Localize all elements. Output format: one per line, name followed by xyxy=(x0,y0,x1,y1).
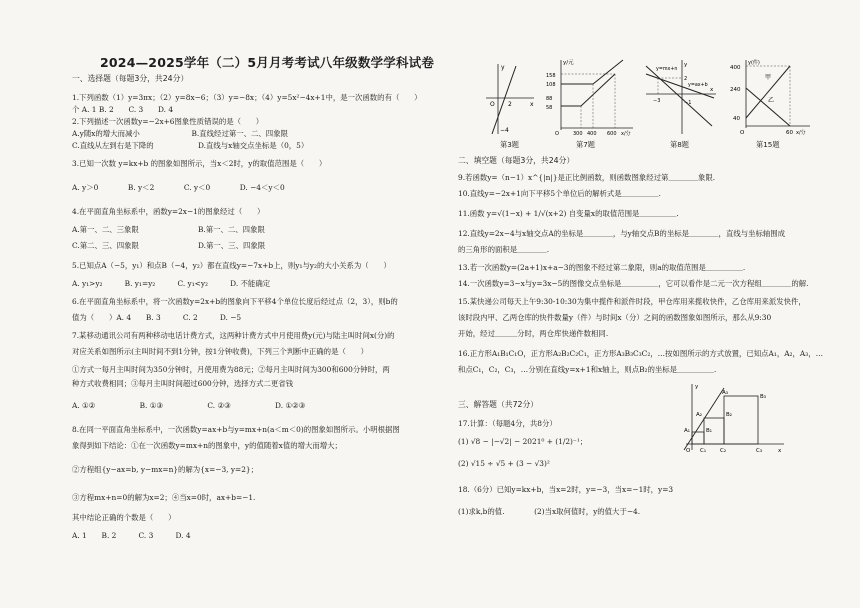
question-line: 6.在平面直角坐标系中，将一次函数y=2x+b的图象向下平移4个单位长度后经过点（2，3），则b的 xyxy=(72,297,398,306)
figure-q15 xyxy=(728,56,812,138)
question-line: 13.若一次函数y=(2a+1)x+a−3的图象不经过第二象限，则a的取值范围是＿＿＿＿＿. xyxy=(458,263,746,272)
fig-label: y(件) xyxy=(748,60,760,66)
fig-label: 400 xyxy=(730,65,741,71)
question-line: A. ①② B. ①③ C. ②③ D. ①②③ xyxy=(72,401,306,410)
fig-label: B₁ xyxy=(706,428,712,434)
question-line: (2) √15 ÷ √5 + (3 − √3)² xyxy=(458,459,550,468)
fig-label: B₂ xyxy=(726,412,732,418)
page-title: 2024—2025学年（二）5月月考考试八年级数学学科试卷 xyxy=(100,55,435,70)
figure-caption: 第15题 xyxy=(756,140,780,149)
fig-label: −4 xyxy=(500,127,509,134)
question-line: C.第二、三、四象限 D.第一、三、四象限 xyxy=(72,241,266,250)
fig-label: 甲 xyxy=(765,74,772,81)
fig-label: C₂ xyxy=(720,448,727,454)
fig-label: C₁ xyxy=(700,448,707,454)
question-line: 16.正方形A₁B₁C₁O，正方形A₂B₂C₂C₁，正方形A₃B₃C₃C₂，…按如图所示的方式放置，已知点A₁，A₂，A₃，… xyxy=(458,349,823,358)
question-line: 其中结论正确的个数是（ ） xyxy=(72,513,176,522)
question-line: 11.函数 y=√(1−x) + 1/√(x+2) 自变量x的取值范围是＿＿＿＿＿. xyxy=(458,209,679,218)
question-line: 7.某移动通讯公司有两种移动电话计费方式，这两种计费方式中月使用费y(元)与陆主叫时间x(分)的 xyxy=(72,331,395,340)
question-line: 14.一次函数y=3−x与y=3x−5的图像交点坐标是＿＿＿＿＿，它可以看作是二元一次方程组＿＿＿＿的解. xyxy=(458,279,809,288)
question-line: 10.直线y=−2x+1向下平移5个单位后的解析式是＿＿＿＿＿. xyxy=(458,189,661,198)
fig-label: O xyxy=(490,101,495,108)
fig-label: 58 xyxy=(546,105,553,111)
figure-caption: 第8题 xyxy=(670,140,689,149)
fig-label: 40 xyxy=(733,116,740,122)
section-heading-fill: 二、填空题（每题3分，共24分） xyxy=(458,156,575,165)
fig-label: x/分 xyxy=(796,130,806,136)
fig-label: y/元 xyxy=(563,60,574,66)
question-line: 个 A. 1 B. 2 C. 3 D. 4 xyxy=(72,105,174,114)
fig-label: 60 xyxy=(786,130,793,136)
question-line: ③方程mx+n=0的解为x=2；④当x=0时，ax+b=−1. xyxy=(72,493,256,502)
fig-label: 158 xyxy=(546,73,556,79)
figure-q7 xyxy=(545,56,635,136)
fig-label: x xyxy=(778,448,782,454)
question-line: 和点C₁，C₂，C₃，…分别在直线y=x+1和x轴上，则点B₂的坐标是＿＿＿＿＿. xyxy=(458,365,717,374)
fig-label: x xyxy=(710,87,714,93)
fig-label: B₃ xyxy=(760,394,766,400)
question-line: A. 1 B. 2 C. 3 D. 4 xyxy=(72,531,191,540)
question-line: (1) √8 − |−√2| − 2021⁰ + (1/2)⁻¹； xyxy=(458,437,588,446)
question-line: 2.下列描述一次函数y=−2x+6图象性质错误的是（ ） xyxy=(72,117,264,126)
question-line: 3.已知一次数 y=kx+b 的图象如图所示，当x＜2时，y的取值范围是（ ） xyxy=(72,159,327,168)
fig-label: A₁ xyxy=(684,428,690,434)
fig-label: A₃ xyxy=(722,390,728,396)
fig-label: x xyxy=(530,101,534,108)
question-line: 值为（ ）A. 4 B. 3 C. 2 D. −5 xyxy=(72,313,242,322)
fig-label: 600 xyxy=(607,131,617,136)
fig-label: y=mx+n xyxy=(656,67,678,72)
fig-label: 2 xyxy=(684,76,688,82)
fig-label: C₃ xyxy=(756,448,763,454)
section-heading-choice: 一、选择题（每题3分，共24分） xyxy=(72,74,189,83)
fig-label: y=ax+b xyxy=(688,83,708,88)
fig-label: 400 xyxy=(587,131,597,136)
question-line: 17.计算：（每题4分，共8分） xyxy=(458,419,557,428)
fig-label: 108 xyxy=(546,82,556,88)
fig-label: 240 xyxy=(730,87,741,93)
question-line: 开始，经过＿＿＿分时，两仓库快递件数相同. xyxy=(458,329,609,338)
figure-q3 xyxy=(478,60,538,140)
question-line: 15.某快递公司每天上午9:30-10:30为集中揽件和派件时段，甲仓库用来揽收快件，乙仓库用来派发快件， xyxy=(458,297,806,306)
figure-caption: 第3题 xyxy=(500,140,519,149)
section-heading-answer: 三、解答题（共72分） xyxy=(458,400,539,409)
question-line: 5.已知点A（−5，y₁）和点B（−4，y₂）都在直线y=−7x+b上，则y₁与y₂的大小关系为（ ） xyxy=(72,261,391,270)
question-line: (1)求k,b的值. (2)当x取何值时，y的值大于−4. xyxy=(458,507,641,516)
question-line: 12.直线y=2x−4与x轴交点A的坐标是＿＿＿＿，与y轴交点B的坐标是＿＿＿＿，直线与坐标轴围成 xyxy=(458,229,786,238)
fig-label: 乙 xyxy=(768,97,775,104)
question-line: ①方式一每月主叫时间为350分钟时，月使用费为88元；②每月主叫时间为300和600分钟时，两 xyxy=(72,365,390,374)
question-line: 对应关系如图所示(主叫时间不到1分钟，按1分钟收费)，下列三个判断中正确的是（ ） xyxy=(72,347,369,356)
question-line: A. y＞0 B. y＜2 C. y＜0 D. −4＜y＜0 xyxy=(72,183,285,192)
fig-label: 2 xyxy=(508,101,512,108)
fig-label: x/分 xyxy=(621,131,631,136)
fig-label: y xyxy=(501,64,505,71)
question-line: 4.在平面直角坐标系中，函数y=2x−1的图象经过（ ） xyxy=(72,207,265,216)
question-line: 1.下列函数（1）y=3πx；（2）y=8x−6；（3）y=−8x；（4）y=5x²−4x+1中，是一次函数的有（ ） xyxy=(72,93,422,102)
question-line: 种方式收费相同；③每月主叫时间超过600分钟，选择方式二更省钱 xyxy=(72,379,294,388)
fig-label: 300 xyxy=(573,131,583,136)
question-line: 9.若函数y=（n−1）x^{|n|}是正比例函数，则函数图象经过第＿＿＿＿象限. xyxy=(458,173,716,182)
question-line: A.y随x的增大而减小 B.直线经过第一、二、四象限 xyxy=(72,129,288,138)
fig-label: O xyxy=(740,130,745,136)
question-line: A.第一、二、三象限 B.第一、二、四象限 xyxy=(72,225,265,234)
fig-label: O xyxy=(555,131,559,136)
fig-label: y xyxy=(684,62,688,68)
figure-q8 xyxy=(642,58,718,136)
fig-label: y xyxy=(695,384,699,390)
figure-q16 xyxy=(676,380,786,454)
question-line: C.直线从左到右是下降的 D.直线与x轴交点坐标是（0，5） xyxy=(72,141,309,150)
question-line: 的三角形的面积是＿＿＿＿. xyxy=(458,245,550,254)
fig-label: 88 xyxy=(546,96,553,102)
question-line: A. y₁>y₂ B. y₁=y₂ C. y₁<y₂ D. 不能确定 xyxy=(72,279,271,288)
fig-label: −3 xyxy=(653,98,661,104)
question-line: 该时段内甲、乙两仓库的快件数量y（件）与时间x（分）之间的函数图象如图所示，那么从9:30 xyxy=(458,313,772,322)
figure-caption: 第7题 xyxy=(576,140,595,149)
fig-label: O xyxy=(686,448,691,454)
question-line: 18.（6分）已知y=kx+b，当x=2时，y=−3，当x=−1时，y=3 xyxy=(458,485,674,494)
question-line: 象得到如下结论：①在一次函数y=mx+n的图象中，y的值随着x值的增大而增大； xyxy=(72,441,342,450)
fig-label: A₂ xyxy=(696,412,702,418)
question-line: 8.在同一平面直角坐标系中，一次函数y=ax+b与y=mx+n(a＜m＜0)的图象如图所示。小明根据图 xyxy=(72,425,400,434)
question-line: ②方程组{y−ax=b, y−mx=n}的解为{x=−3, y=2}； xyxy=(72,465,259,474)
fig-label: −1 xyxy=(684,100,692,106)
